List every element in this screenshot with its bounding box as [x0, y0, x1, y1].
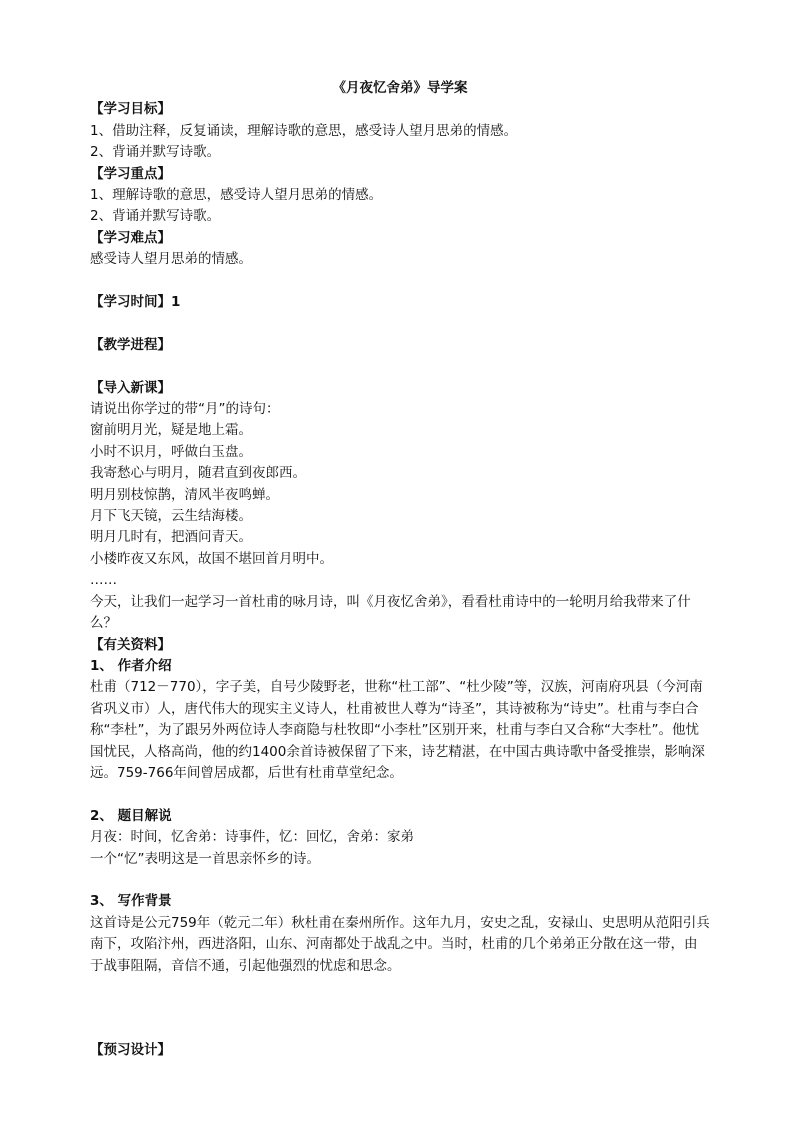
- author-text: 杜甫（712－770），字子美，自号少陵野老，世称“杜工部”、“杜少陵”等，汉族，河南府巩县（今河南省巩义市）人，唐代伟大的现实主义诗人，杜甫被世人尊为“诗圣”，其诗被称为“诗史”。杜甫与李白合称“李杜”，为了跟另外两位诗人李商隐与杜牧即“小李杜”区别开来，杜甫与李白又合称“大李杜”。他忧国忧民，人格高尚，他的约1400余首诗被保留了下来，诗艺精湛，在中国古典诗歌中备受推崇，影响深远。759-766年间曾居成都，后世有杜甫草堂纪念。: [90, 679, 705, 781]
- title-explain-line: 一个“忆”表明这是一首思亲怀乡的诗。: [90, 850, 320, 867]
- poem-line: 小楼昨夜又东风，故国不堪回首月明中。: [90, 550, 333, 567]
- focus-item: 2、背诵并默写诗歌。: [90, 208, 221, 225]
- focus-heading: 【学习重点】: [90, 165, 171, 182]
- poem-line: 月下飞天镜，云生结海楼。: [90, 508, 252, 525]
- materials-heading: 【有关资料】: [90, 636, 171, 653]
- title-explain-line: 月夜：时间，忆舍弟：诗事件，忆：回忆，舍弟：家弟: [90, 829, 414, 846]
- background-text: 这首诗是公元759年（乾元二年）秋杜甫在秦州所作。这年九月，安史之乱，安禄山、史思明从范阳引兵南下，攻陷汴州，西进洛阳，山东、河南都处于战乱之中。当时，杜甫的几个弟弟正分散在这一带，由于战事阻隔，音信不通，引起他强烈的忧虑和思念。: [90, 914, 710, 974]
- poem-line: 窗前明月光，疑是地上霜。: [90, 422, 252, 439]
- process-heading: 【教学进程】: [90, 336, 171, 353]
- preview-heading: 【预习设计】: [90, 1042, 171, 1059]
- background-heading: 3、 写作背景: [90, 893, 172, 910]
- poem-line: 我寄愁心与明月，随君直到夜郎西。: [90, 465, 306, 482]
- difficulty-text: 感受诗人望月思弟的情感。: [90, 251, 252, 268]
- poem-line: 小时不识月，呼做白玉盘。: [90, 443, 252, 460]
- poem-line: 明月别枝惊鹊，清风半夜鸣蝉。: [90, 486, 279, 503]
- intro-heading: 【导入新课】: [90, 379, 171, 396]
- poem-line: ……: [90, 572, 117, 589]
- author-heading: 1、 作者介绍: [90, 657, 172, 674]
- poem-line: 明月几时有，把酒问青天。: [90, 529, 252, 546]
- document-page: [90, 78, 710, 1062]
- focus-item: 1、理解诗歌的意思，感受诗人望月思弟的情感。: [90, 187, 383, 204]
- goals-heading: 【学习目标】: [90, 101, 171, 118]
- goal-item: 2、背诵并默写诗歌。: [90, 144, 221, 161]
- title-explain-heading: 2、 题目解说: [90, 807, 172, 824]
- goal-item: 1、借助注释，反复诵读，理解诗歌的意思，感受诗人望月思弟的情感。: [90, 122, 518, 139]
- document-title: 《月夜忆舍弟》导学案: [332, 80, 468, 96]
- time-heading: 【学习时间】1: [90, 294, 181, 311]
- intro-closing: 今天，让我们一起学习一首杜甫的咏月诗，叫《月夜忆舍弟》，看看杜甫诗中的一轮明月给我带来了什么？: [90, 593, 691, 632]
- intro-prompt: 请说出你学过的带“月”的诗句：: [90, 401, 280, 418]
- difficulty-heading: 【学习难点】: [90, 229, 171, 246]
